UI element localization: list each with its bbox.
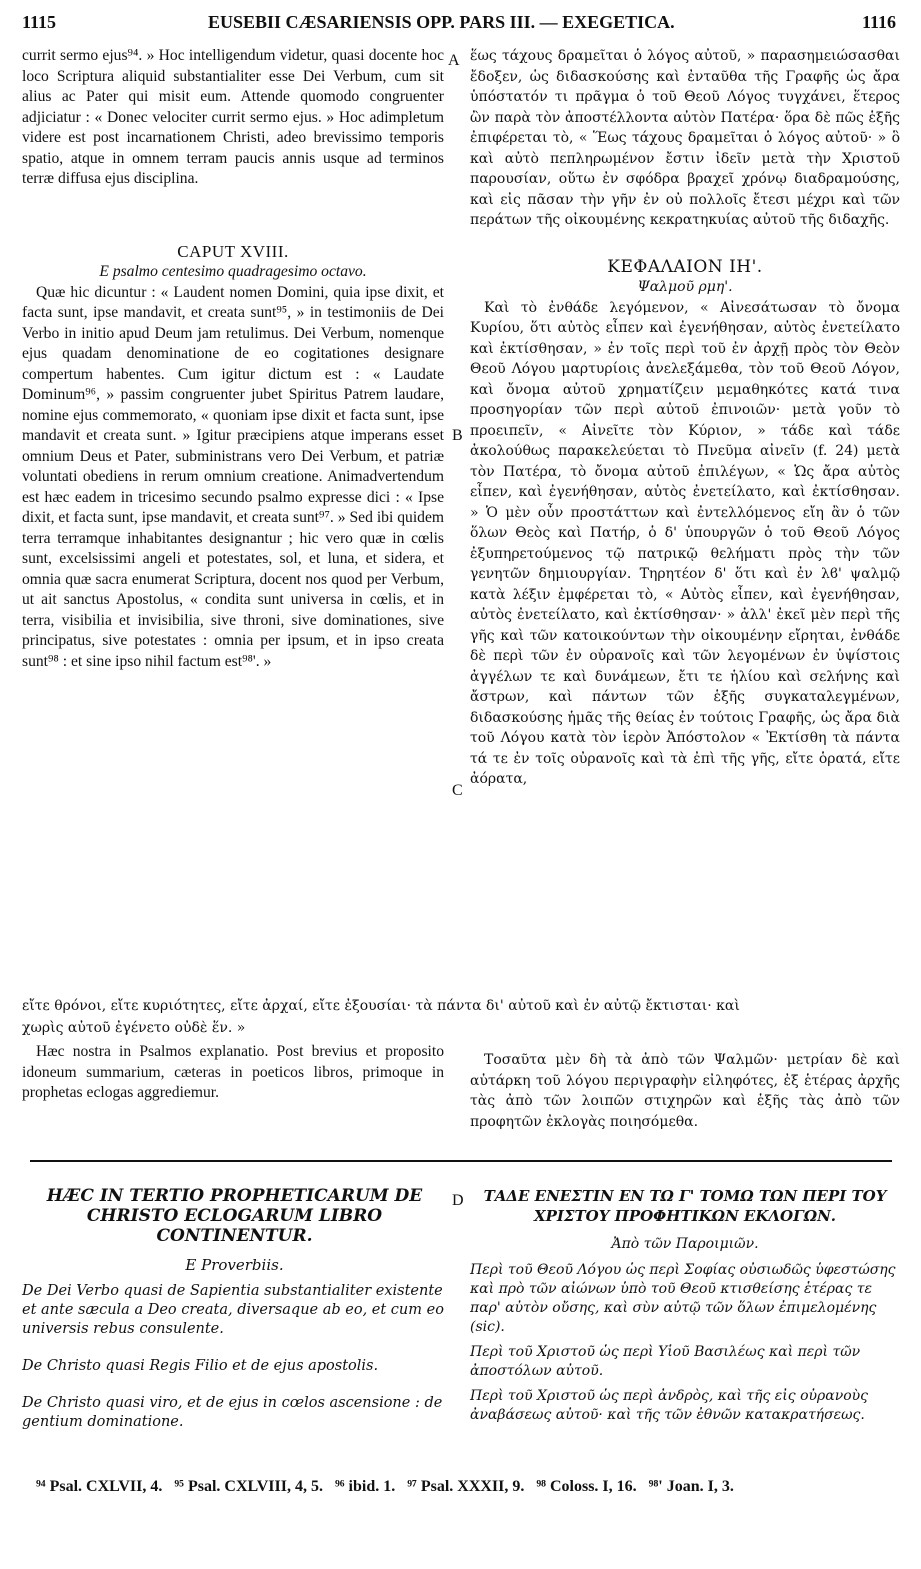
greek-toc-heading: ΤΑΔΕ ΕΝΕΣΤΙΝ ΕΝ ΤΩ Γ' ΤΟΜΩ ΤΩΝ ΠΕΡΙ ΤΟΥ ΧΡΙΣΤΟΥ ΠΡΟΦΗΤΙΚΩΝ ΕΚΛΟΓΩΝ.	[483, 1187, 887, 1225]
margin-letter-c: C	[452, 782, 463, 799]
latin-chapter-subtitle: E psalmo centesimo quadragesimo octavo.	[99, 263, 367, 280]
greek-closing	[470, 1050, 900, 1132]
page-number-right: 1116	[862, 12, 897, 32]
margin-letter-a: A	[448, 52, 460, 69]
latin-paragraph-1: currit sermo ejus⁹⁴. » Hoc intelligendum videtur, quasi docente hoc loco Scriptura aliquid substantialiter esse Dei Verbum, cum sit alius ac Pater qui misit eum. Attende quomodo congruenter adjiciatur : « Donec velociter currit sermo ejus. » Hoc adimpletum videre est post incarnationem Christi, adeo brevissimo temporis spatio, atque in omnem terram paucis annis usque ad terminos terræ diffusa ejus disciplina.	[22, 47, 444, 187]
running-title: EUSEBII CÆSARIENSIS OPP. PARS III. — EXEGETICA.	[208, 12, 675, 32]
section-divider	[30, 1160, 892, 1162]
latin-toc-item-3: De Christo quasi viro, et de ejus in cœlos ascensione : de gentium dominatione.	[22, 1395, 443, 1430]
greek-paragraph-2: Καὶ τὸ ἐνθάδε λεγόμενον, « Αἰνεσάτωσαν τὸ ὄνομα Κυρίου, ὅτι αὐτὸς εἶπεν καὶ ἐγενήθησαν, αὐτὸς ἐνετείλατο καὶ ἐκτίσθησαν, » ἐν τοῖς περὶ τοῦ ἐν ἀρχῇ πρὸς τὸν Θεὸν Θεοῦ Λόγου μαρτυρίοις ἀνελεξάμεθα, τὸν τοῦ Θεοῦ Λόγον, καὶ ὄνομα αὐτοῦ χρηματίζειν μεμαθηκότες κατά τινα προσηγορίαν τῶν περὶ αὐτοῦ ἐπινοιῶν· μετὰ γοῦν τὸ προειπεῖν, « Αἰνεῖτε τὸν Κύριον, » τάδε καὶ τάδε ἀκολούθως παρακελεύεται τὸ Πνεῦμα αἰνεῖν (f. 24) μετὰ τὸν Πατέρα, τὸ ὄνομα αὐτοῦ ἐπιλέγων, « Ὡς ἄρα αὐτὸς εἶπεν, καὶ ἐγενήθησαν, αὐτὸς ἐνετείλατο, καὶ ἐκτίσθησαν. » Ὁ μὲν οὖν προστάττων καὶ ἐντελλόμενος εἴη ἂν ὁ τῶν ὅλων Θεὸς καὶ Πατήρ, ὁ δ' ὑπουργῶν ὁ τοῦ Θεοῦ Λόγος ἐξυπηρετούμενος τῷ πατρικῷ θελήματι πρὸς τὴν τῶν γενητῶν δημιουργίαν. Τηρητέον δ' ὅτι καὶ ἐν λϐ' ψαλμῷ κατὰ λέξιν ἐμφέρεται τὸ, « Αὐτὸς εἶπεν, καὶ ἐγενήθησαν, αὐτὸς ἐνετείλατο, καὶ ἐκτίσθησαν· » ἀλλ' ἐκεῖ μὲν περὶ τῆς γῆς καὶ τῶν κατοικούντων τὴν οἰκουμένην εἴρηται, ἐνθάδε δὲ περὶ τῶν ἐν οὐρανοῖς καὶ τῶν λεγομένων ἐν ὑψίστοις ἀγγέλων τε καὶ δυνάμεων, ἔτι τε ἡλίου καὶ σελήνης καὶ ἄστρων, καὶ πάντων τῶν ἑξῆς συγκαταλεγμένων, διδασκούσης ἡμᾶς τῆς θείας ἐν τούτοις Γραφῆς, ὡς ἄρα διὰ τοῦ Λόγου κατὰ τὸν ἱερὸν Ἀπόστολον « Ἐκτίσθη τὰ πάντα τά τε ἐν τοῖς οὐρανοῖς καὶ τὰ ἐπὶ τῆς γῆς, εἴτε ὁρατά, εἴτε ἀόρατα,	[470, 299, 900, 787]
latin-toc-item-2: De Christo quasi Regis Filio et de ejus apostolis.	[22, 1358, 379, 1374]
margin-letter-d: D	[452, 1192, 464, 1209]
greek-paragraph-3: Τοσαῦτα μὲν δὴ τὰ ἀπὸ τῶν Ψαλμῶν· μετρίαν δὲ καὶ αὐτάρκη τοῦ λόγου περιγραφὴν εἰληφότες, ἐξ ἑτέρας ἀρχῆς τὰς ἀπὸ τῶν λοιπῶν στιχηρῶν καὶ ἑξῆς τὰς ἀπὸ τῶν προφητῶν ἐκλογὰς ποιησόμεθα.	[470, 1052, 900, 1130]
greek-chapter-title: ΚΕΦΑΛΑΙΟΝ ΙΗ'.	[607, 256, 763, 277]
footnotes: ⁹⁴ Psal. CXLVII, 4. ⁹⁵ Psal. CXLVIII, 4, 5. ⁹⁶ ibid. 1. ⁹⁷ Psal. XXXII, 9. ⁹⁸ Coloss. I, 16. ⁹⁸' Joan. I, 3.	[36, 1478, 734, 1495]
latin-toc-heading: HÆC IN TERTIO PROPHETICARUM DE CHRISTO ECLOGARUM LIBRO CONTINENTUR.	[46, 1186, 423, 1246]
greek-toc-subheading: Ἀπὸ τῶν Παροιμιῶν.	[611, 1236, 759, 1252]
greek-toc	[470, 1186, 900, 1425]
latin-toc-subheading: E Proverbiis.	[185, 1256, 284, 1274]
latin-toc-item-1: De Dei Verbo quasi de Sapientia substantialiter existente et ante sæcula a Deo creata, diversaque ab eo, et cum eo universis rebus consulente.	[22, 1283, 444, 1337]
greek-toc-item-1: Περὶ τοῦ Θεοῦ Λόγου ὡς περὶ Σοφίας οὐσιωδῶς ὑφεστώσης καὶ πρὸ τῶν αἰώνων ὑπὸ τοῦ Θεοῦ κτισθείσης ἑτέρας τε παρ' αὐτὸν οὔσης, καὶ σὺν αὐτῷ τῶν ὅλων ἐπιμελομένης (sic).	[470, 1261, 896, 1335]
latin-toc	[22, 1186, 447, 1432]
latin-closing	[22, 1042, 444, 1104]
latin-paragraph-2: Quæ hic dicuntur : « Laudent nomen Domini, quia ipse dixit, et facta sunt, ipse mandavit, et creata sunt⁹⁵, » in testimoniis de Dei Verbo in initio apud Deum jam retulimus. Dei Verbum, nomenque ejus quadam denominatione de eo cogitationes designare compertum habentes. Cum igitur dictum est : « Laudate Dominum⁹⁶, » passim congruenter jubet Spiritus Patrem laudare, nomine ejus commemorato, « quoniam ipse dixit et facta sunt, ipse mandavit et creata sunt. » Igitur præcipiens atque imperans esset omnium Deus et Pater, subministrans vero Dei Verbum, et patriæ voluntati obediens in rerum omnium creatione. Animadvertendum est hæc eadem in tricesimo secundo psalmo expresse dici : « Ipse dixit, et facta sunt, ipse mandavit, et creata sunt⁹⁷. » Sed ibi quidem terra terramque inhabitantes designantur ; hic vero quæ in cœlis sunt, excelsissimi angeli et potestates, sol, et luna, et sidera, et omnia quæ sacra enumerat Scriptura, docent nos quod per Verbum, ut ait sanctus Apostolus, « condita sunt universa in cœlis, et in terra, visibilia et invisibilia, sive throni, sive dominationes, sive principatus, sive potestates : omnia per ipsum, et in ipso creata sunt⁹⁸ : et sine ipso nihil factum est⁹⁸'. »	[22, 283, 444, 670]
span-greek-line-1: εἴτε θρόνοι, εἴτε κυριότητες, εἴτε ἀρχαί, εἴτε ἐξουσίαι· τὰ πάντα δι' αὐτοῦ καὶ ἐν αὐτῷ ἔκτισται· καὶ	[22, 998, 740, 1014]
page-number-left: 1115	[22, 12, 57, 32]
span-greek-line-2: χωρὶς αὐτοῦ ἐγένετο οὐδὲ ἕν. »	[22, 1020, 246, 1036]
greek-paragraph-1: ἕως τάχους δραμεῖται ὁ λόγος αὐτοῦ, » παρασημειώσασθαι ἔδοξεν, ὡς διδασκούσης καὶ ἐνταῦθα τῆς Γραφῆς ὡς ἄρα ὑπόστατόν τι πρᾶγμα ὁ τοῦ Θεοῦ Λόγος τυγχάνει, ἕτερος ὢν παρὰ τὸν ἀποστέλλοντα αὐτὸν Πατέρα· ὅρα δὲ πῶς ἑξῆς ἐπιφέρεται τὸ, « Ἕως τάχους δραμεῖται ὁ λόγος αὐτοῦ· » ὃ καὶ αὐτὸ πεπληρωμένον ἔστιν ἰδεῖν μετὰ τὴν Χριστοῦ παρουσίαν, οὕτω ἐν σφόδρα βραχεῖ χρόνῳ διαδραμούσης, καὶ εἰς πᾶσαν τὴν γῆν ἐν οὐ πολλοῖς ἔτεσι μέχρι καὶ τῶν περάτων τῆς οἰκουμένης κεκρατηκυίας αὐτοῦ τῆς διδαχῆς.	[470, 48, 900, 228]
margin-letter-b: B	[452, 427, 463, 444]
latin-chapter-title: CAPUT XVIII.	[177, 241, 289, 261]
latin-paragraph-3: Hæc nostra in Psalmos explanatio. Post brevius et proposito idoneum summarium, cæteras in poeticos libros, primoque in prophetas eclogas aggrediemur.	[22, 1043, 444, 1101]
greek-toc-item-2: Περὶ τοῦ Χριστοῦ ὡς περὶ Υἱοῦ Βασιλέως καὶ περὶ τῶν ἀποστόλων αὐτοῦ.	[470, 1343, 861, 1379]
greek-column	[470, 46, 900, 790]
greek-toc-item-3: Περὶ τοῦ Χριστοῦ ὡς περὶ ἀνδρὸς, καὶ τῆς εἰς οὐρανοὺς ἀναβάσεως αὐτοῦ· καὶ τῆς τῶν ἐθνῶν κατακρατήσεως.	[470, 1387, 868, 1423]
latin-column	[22, 46, 444, 672]
greek-chapter-subtitle: Ψαλμοῦ ρμη'.	[637, 279, 733, 295]
